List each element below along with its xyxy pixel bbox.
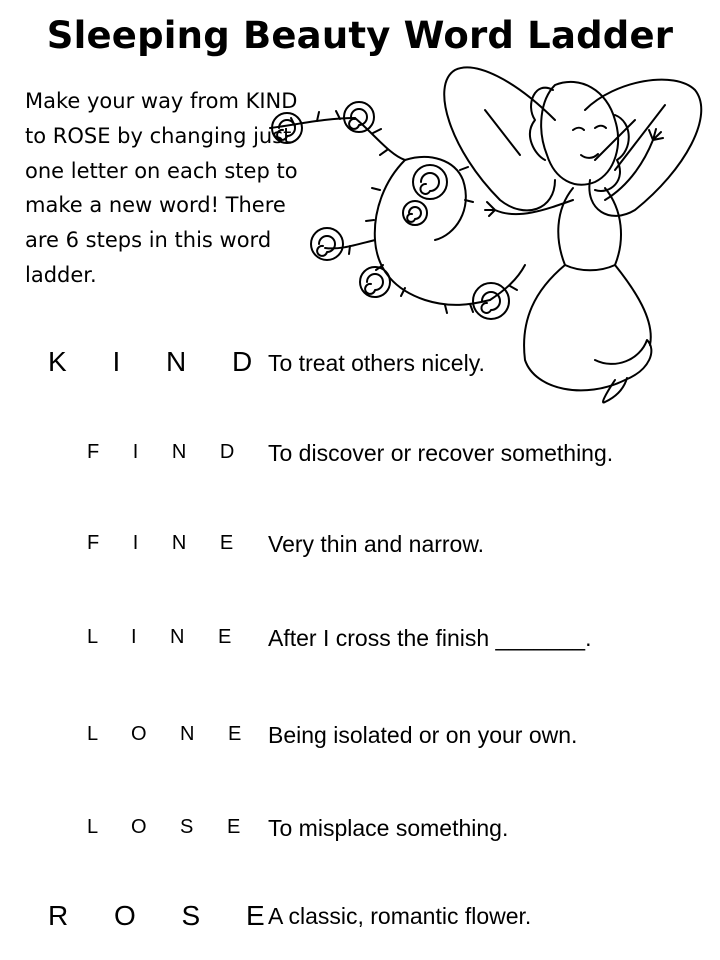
- rose-icon: [272, 102, 509, 319]
- fairy-icon: [485, 82, 663, 403]
- ladder-word: L I N E: [87, 626, 246, 648]
- ladder-word: F I N E: [87, 532, 248, 554]
- ladder-word: R O S E: [48, 900, 284, 931]
- instructions: Make your way from KIND to ROSE by changing just one letter on each step to make a new word! There are 6 steps in this word ladder.: [25, 89, 298, 287]
- page-title: Sleeping Beauty Word Ladder: [46, 14, 674, 57]
- wing-icon: [444, 67, 701, 215]
- ladder-clue: To treat others nicely.: [268, 350, 485, 376]
- ladder-word: L O N E: [87, 723, 256, 745]
- ladder-clue: A classic, romantic flower.: [268, 903, 532, 929]
- ladder-word: L O S E: [87, 816, 255, 838]
- ladder-clue: After I cross the finish _______.: [268, 625, 592, 651]
- ladder-clue: To discover or recover something.: [268, 440, 614, 466]
- ladder-word: K I N D: [48, 346, 272, 377]
- ladder-word: F I N D: [87, 441, 249, 463]
- ladder-clue: To misplace something.: [268, 815, 509, 841]
- ladder-clue: Very thin and narrow.: [268, 531, 485, 557]
- ladder-clue: Being isolated or on your own.: [268, 722, 578, 748]
